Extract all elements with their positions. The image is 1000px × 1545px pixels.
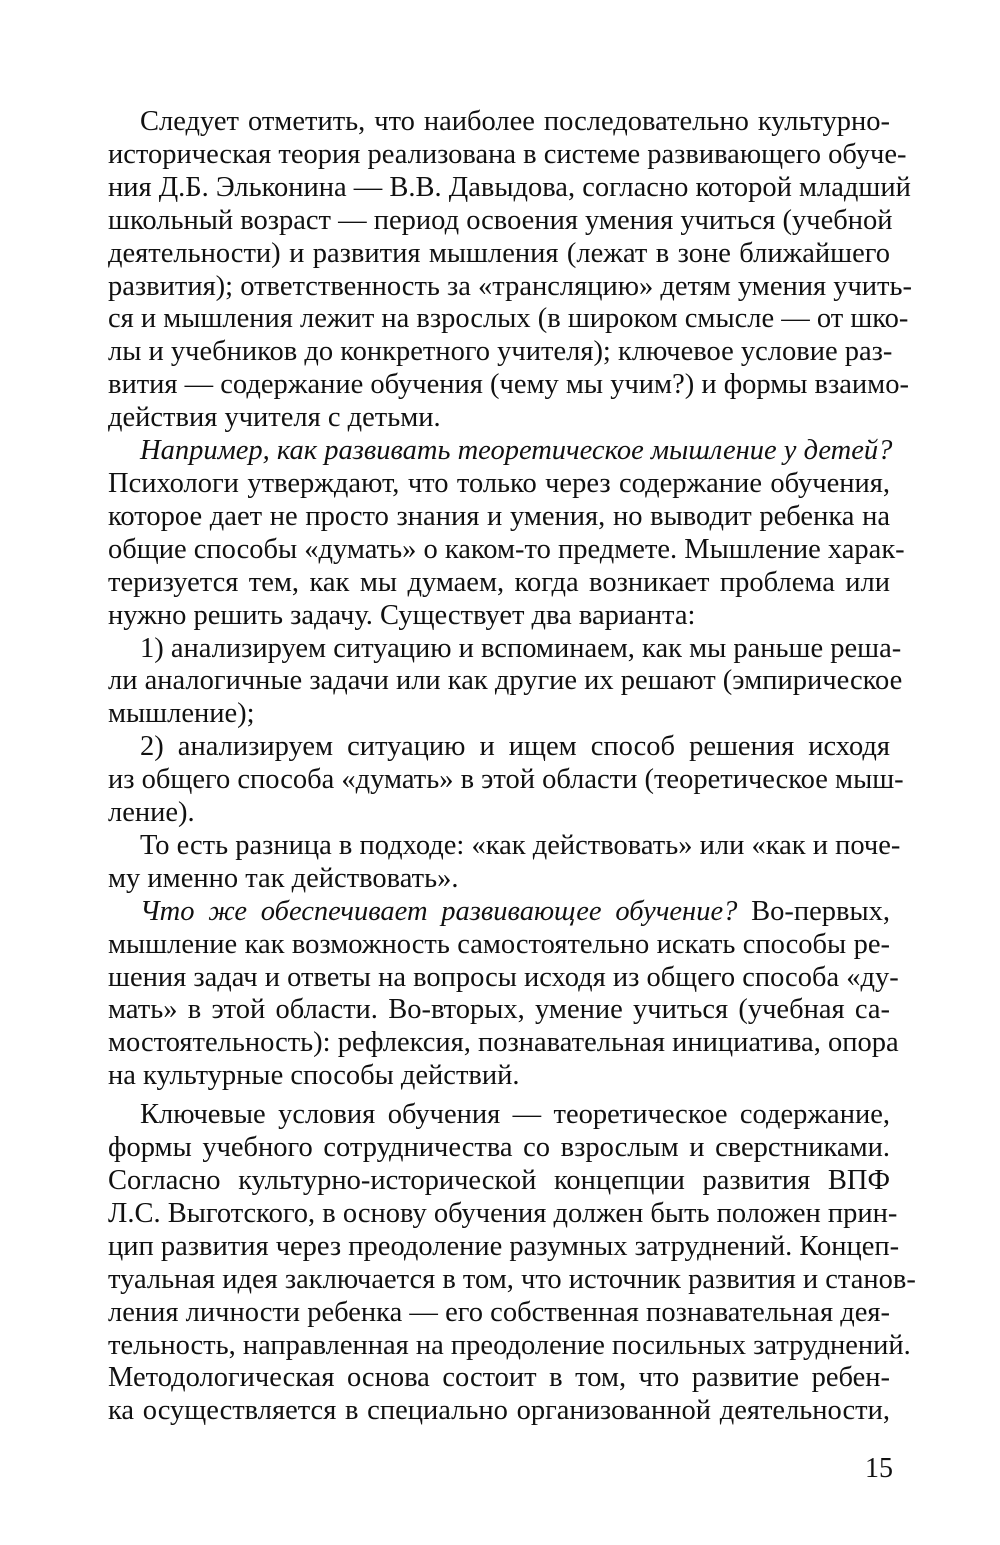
paragraph-4-list-item-2 bbox=[76, 731, 904, 830]
text-line: теризуется тем, как мы думаем, когда возникает проблема или bbox=[108, 566, 890, 598]
paragraph-1 bbox=[76, 106, 912, 435]
text-line: вития — содержание обучения (чему мы учим?) и формы взаимо- bbox=[108, 369, 909, 401]
text-line: Согласно культурно-исторической концепции развития ВПФ bbox=[108, 1165, 890, 1196]
paragraph-5 bbox=[76, 829, 901, 896]
text-line: на культурные способы действий. bbox=[108, 1060, 520, 1092]
text-line: цип развития через преодоление разумных затруднений. Концеп- bbox=[108, 1230, 900, 1262]
text-line: формы учебного сотрудничества со взрослым и сверстниками. bbox=[108, 1132, 890, 1164]
text-line: Методологическая основа состоит в том, что развитие ребен- bbox=[108, 1362, 890, 1394]
text-line: развития); ответственность за «трансляцию» детям умения учить- bbox=[108, 270, 912, 302]
text-line: Ключевые условия обучения — теоретическое содержание, bbox=[140, 1099, 890, 1131]
text-line: ления личности ребенка — его собственная познавательная дея- bbox=[108, 1296, 890, 1328]
text-line bbox=[76, 896, 890, 929]
text-line: Психологи утверждают, что только через содержание обучения, bbox=[108, 467, 890, 499]
text-line: ли аналогичные задачи или как другие их решают (эмпирическое bbox=[108, 665, 903, 697]
text-line: То есть разница в подходе: «как действовать» или «как и поче- bbox=[140, 829, 901, 861]
text-line: которое дает не просто знания и умения, но выводит ребенка на bbox=[108, 500, 890, 532]
book-page bbox=[76, 106, 916, 1428]
page-number: 15 bbox=[865, 1453, 893, 1484]
italic-question: Что же обеспечивает развивающее обучение? bbox=[140, 895, 738, 927]
text-line: ление). bbox=[108, 797, 195, 829]
text-line: нужно решить задачу. Существует два варианта: bbox=[108, 599, 696, 631]
text-line: лы и учебников до конкретного учителя); ключевое условие раз- bbox=[108, 336, 893, 368]
text-line: ния Д.Б. Эльконина — В.В. Давыдова, согласно которой младший bbox=[108, 171, 911, 203]
text-line: историческая теория реализована в системе развивающего обуче- bbox=[108, 138, 907, 170]
text-line: 2) анализируем ситуацию и ищем способ решения исходя bbox=[140, 731, 890, 763]
text-line: му именно так действовать». bbox=[108, 862, 459, 894]
text-line: Следует отметить, что наиболее последовательно культурно- bbox=[140, 106, 890, 137]
text-line: тельность, направленная на преодоление посильных затруднений. bbox=[108, 1329, 911, 1361]
text-line: действия учителя с детьми. bbox=[108, 402, 441, 434]
text-line: мостоятельность): рефлексия, познавательная инициатива, опора bbox=[108, 1027, 899, 1059]
text-line: шения задач и ответы на вопросы исходя из общего способа «ду- bbox=[108, 961, 899, 993]
text-line: мать» в этой области. Во-вторых, умение учиться (учебная са- bbox=[108, 994, 890, 1026]
paragraph-2 bbox=[76, 435, 905, 632]
text-line: деятельности) и развития мышления (лежат в зоне ближайшего bbox=[108, 237, 890, 269]
text-line: из общего способа «думать» в этой области (теоретическое мыш- bbox=[108, 764, 904, 796]
text-line: 1) анализируем ситуацию и вспоминаем, как мы раньше реша- bbox=[140, 632, 902, 664]
paragraph-7 bbox=[76, 1099, 916, 1428]
text-line: ся и мышления лежит на взрослых (в широком смысле — от шко- bbox=[108, 303, 909, 335]
text-line bbox=[76, 435, 893, 468]
italic-question: Например, как развивать теоретическое мышление у детей? bbox=[140, 435, 893, 467]
text-line: туальная идея заключается в том, что источник развития и станов- bbox=[108, 1263, 916, 1295]
text-fragment: Во-первых, bbox=[737, 895, 890, 927]
text-line: мышление); bbox=[108, 698, 255, 730]
text-line: мышление как возможность самостоятельно искать способы ре- bbox=[108, 928, 890, 960]
text-line: общие способы «думать» о каком-то предмете. Мышление харак- bbox=[108, 533, 905, 565]
text-line: школьный возраст — период освоения умения учиться (учебной bbox=[108, 204, 893, 236]
text-line: Л.С. Выготского, в основу обучения должен быть положен прин- bbox=[108, 1197, 898, 1229]
text-line: ка осуществляется в специально организованной деятельности, bbox=[108, 1395, 890, 1427]
paragraph-3-list-item-1 bbox=[76, 632, 903, 732]
paragraph-6 bbox=[76, 895, 899, 1093]
